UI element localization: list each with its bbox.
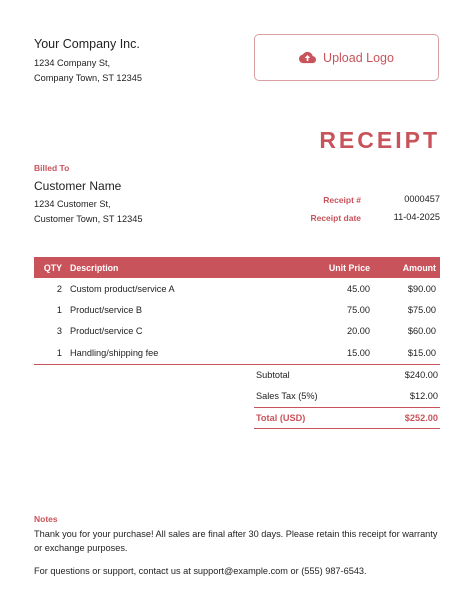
tax-row [254,386,440,408]
row-description: Handling/shipping fee [66,342,280,364]
receipt-date-label: Receipt date [310,213,361,223]
table-row [34,342,440,364]
company-address-line1: 1234 Company St, [34,58,111,68]
row-description: Custom product/service A [70,283,175,294]
row-unit-price: 20.00 [347,326,370,337]
company-address-line2: Company Town, ST 12345 [34,73,142,83]
row-amount: $60.00 [407,326,436,337]
tax-label: Sales Tax (5%) [256,391,318,402]
row-unit-price: 75.00 [347,305,370,316]
items-table-header [34,257,440,278]
header-unit-price: Unit Price [328,262,370,273]
tax-value: $12.00 [409,391,438,402]
items-table [34,257,440,365]
row-unit-price: 15.00 [280,342,374,364]
subtotal-label: Subtotal [256,369,290,380]
receipt-number-label: Receipt # [323,195,361,205]
subtotal-value: $240.00 [404,369,438,380]
row-description: Product/service B [70,305,142,316]
row-unit-price: 45.00 [347,283,370,294]
cloud-upload-icon [299,51,316,64]
row-amount: $75.00 [407,305,436,316]
upload-logo-label: Upload Logo [323,50,394,65]
total-value: $252.00 [404,412,438,423]
table-row [34,278,440,299]
row-amount: $90.00 [407,283,436,294]
customer-address-line2: Customer Town, ST 12345 [34,213,143,224]
notes-label: Notes [34,514,58,524]
row-qty: 3 [56,326,62,337]
table-row [34,299,440,320]
table-row [34,321,440,342]
row-qty: 1 [34,342,66,364]
header-description: Description [70,262,119,273]
totals-block [254,364,440,429]
receipt-number-value: 0000457 [404,194,440,204]
receipt-date-value: 11-04-2025 [393,212,440,222]
company-address [34,56,142,86]
row-description: Product/service C [70,326,143,337]
receipt-title: RECEIPT [319,127,440,153]
row-amount: $15.00 [374,342,440,364]
subtotal-row [254,364,440,386]
total-label: Total (USD) [256,412,306,423]
contact-text: For questions or support, contact us at support@example.com or (555) 987-6543. [34,566,367,576]
row-qty: 1 [56,305,62,316]
company-name: Your Company Inc. [34,37,140,51]
customer-name: Customer Name [34,179,122,193]
upload-logo-button[interactable] [254,34,439,81]
notes-text: Thank you for your purchase! All sales are final after 30 days. Please retain this receipt for warranty or exchange purposes. [34,529,438,553]
total-row [254,407,440,429]
customer-address-line1: 1234 Customer St, [34,199,111,209]
customer-address [34,197,142,226]
header-qty: QTY [43,262,62,273]
billed-to-label: Billed To [34,163,70,173]
row-qty: 2 [56,283,62,294]
header-amount: Amount [402,262,436,273]
